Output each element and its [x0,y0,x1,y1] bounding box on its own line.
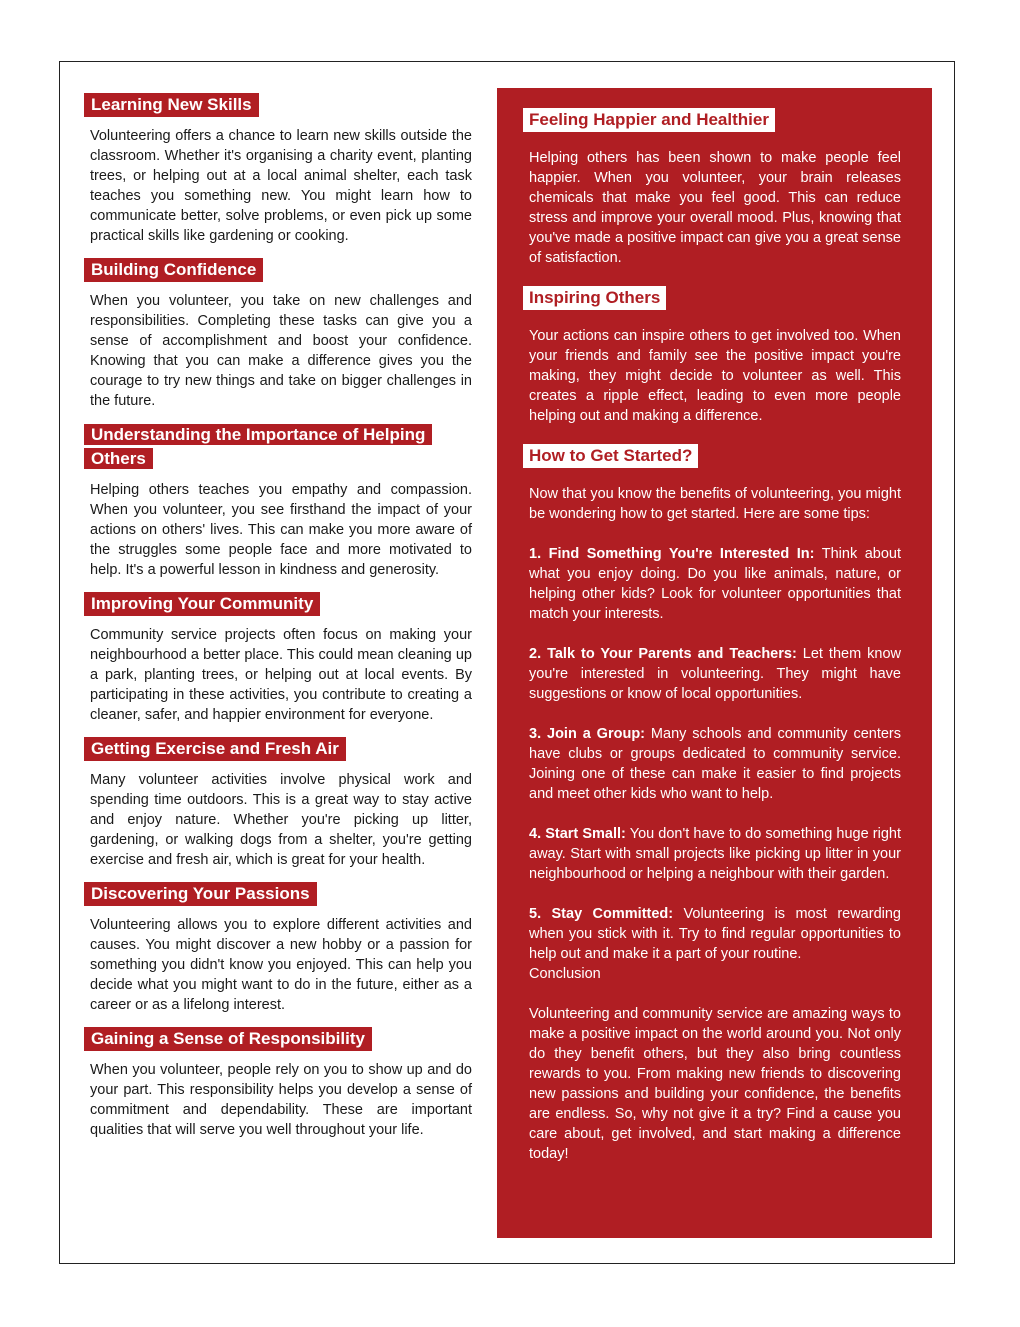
right-panel [497,88,932,1238]
tip-text: Think about what you enjoy doing. Do you like animals, nature, or helping other kids? Look for volunteer opportunities that match your interests. [529,546,902,622]
section-building-confidence [84,258,472,411]
section-body: Helping others has been shown to make people feel happier. When you volunteer, your brain releases chemicals that make you feel good. This can reduce stress and improve your overall mood. Plus, knowing that you've made a positive impact can give you a great sense of satisfaction. [529,150,901,266]
section-body: Helping others teaches you empathy and compassion. When you volunteer, you see firsthand the impact of your actions on others' lives. This can make you more aware of the struggles some people face and more motivated to help. It's a powerful lesson in kindness and generosity. [90,482,472,578]
section-body: Community service projects often focus on making your neighbourhood a better place. This could mean cleaning up a park, planting trees, or helping out at local events. By participating in these activities, you contribute to creating a cleaner, safer, and happier environment for everyone. [90,627,472,723]
section-body: When you volunteer, you take on new challenges and responsibilities. Completing these tasks can give you a sense of accomplishment and boost your confidence. Knowing that you can make a difference gives you the courage to try new things and take on bigger challenges in the future. [90,293,472,409]
tip-item [529,904,901,984]
section-body: Volunteering allows you to explore different activities and causes. You might discover a new hobby or a passion for something you didn't know you enjoyed. This can help you decide what you might want to do in the future, either as a career or as a lifelong interest. [90,917,472,1013]
section-heading: Inspiring Others [523,286,666,310]
section-get-started [523,444,901,1164]
tip-text: Volunteering is most rewarding when you stick with it. Try to find regular opportunities to help out and make it a part of your routine. [529,906,901,962]
tip-text: Let them know you're interested in volunteering. They might have suggestions or know of local opportunities. [529,646,902,702]
section-heading [84,423,472,471]
section-helping-others [84,423,472,580]
section-heading-line2: Others [84,448,153,469]
section-heading: Improving Your Community [84,592,320,616]
section-heading-line1: Understanding the Importance of Helping [84,424,432,445]
section-improving-community [84,592,472,725]
section-responsibility [84,1027,472,1140]
tip-title: 1. Find Something You're Interested In: [529,546,815,562]
section-learning-new-skills [84,93,472,246]
section-heading: How to Get Started? [523,444,698,468]
conclusion-label: Conclusion [529,966,601,982]
section-heading: Getting Exercise and Fresh Air [84,737,346,761]
conclusion-body: Volunteering and community service are amazing ways to make a positive impact on the world around you. Not only do they benefit others, but they also bring countless rewards to you. From making new friends to discovering new passions and building your confidence, the benefits are endless. So, why not give it a try? Find a cause you care about, get involved, and start making a difference today! [529,1006,901,1162]
tip-title: 2. Talk to Your Parents and Teachers: [529,646,797,662]
section-happier-healthier [523,108,901,268]
tip-title: 4. Start Small: [529,826,626,842]
section-heading: Feeling Happier and Healthier [523,108,775,132]
tip-item [529,644,901,704]
section-heading: Discovering Your Passions [84,882,317,906]
section-inspiring-others [523,286,901,426]
left-column [84,93,472,1152]
tip-title: 5. Stay Committed: [529,906,674,922]
tip-title: 3. Join a Group: [529,726,646,742]
tip-text: You don't have to do something huge right away. Start with small projects like picking up litter in your neighbourhood or helping a neighbour with their garden. [529,826,902,882]
section-body: Volunteering offers a chance to learn new skills outside the classroom. Whether it's organising a charity event, planting trees, or helping out at a local animal shelter, each task teaches you something new. You might learn how to communicate better, solve problems, or even pick up some practical skills like gardening or cooking. [90,128,472,244]
tip-item [529,724,901,804]
section-body: When you volunteer, people rely on you to show up and do your part. This responsibility helps you develop a sense of commitment and dependability. These are important qualities that will serve you well throughout your life. [90,1062,472,1138]
tip-item [529,544,901,624]
tip-text: Many schools and community centers have clubs or groups dedicated to community service. Joining one of these can make it easier to find projects and meet other kids who want to help. [529,726,902,802]
section-discovering-passions [84,882,472,1015]
section-heading: Learning New Skills [84,93,259,117]
tip-item [529,824,901,884]
get-started-intro: Now that you know the benefits of volunteering, you might be wondering how to get started. Here are some tips: [529,486,901,522]
section-heading: Gaining a Sense of Responsibility [84,1027,372,1051]
section-body: Many volunteer activities involve physical work and spending time outdoors. This is a great way to stay active and enjoy nature. Whether you're picking up litter, gardening, or walking dogs from a shelter, you're getting exercise and fresh air, which is great for your health. [90,772,472,868]
section-body: Your actions can inspire others to get involved too. When your friends and family see the positive impact you're making, they might decide to volunteer as well. This creates a ripple effect, leading to even more people helping out and making a difference. [529,328,901,424]
section-exercise-fresh-air [84,737,472,870]
section-heading: Building Confidence [84,258,263,282]
